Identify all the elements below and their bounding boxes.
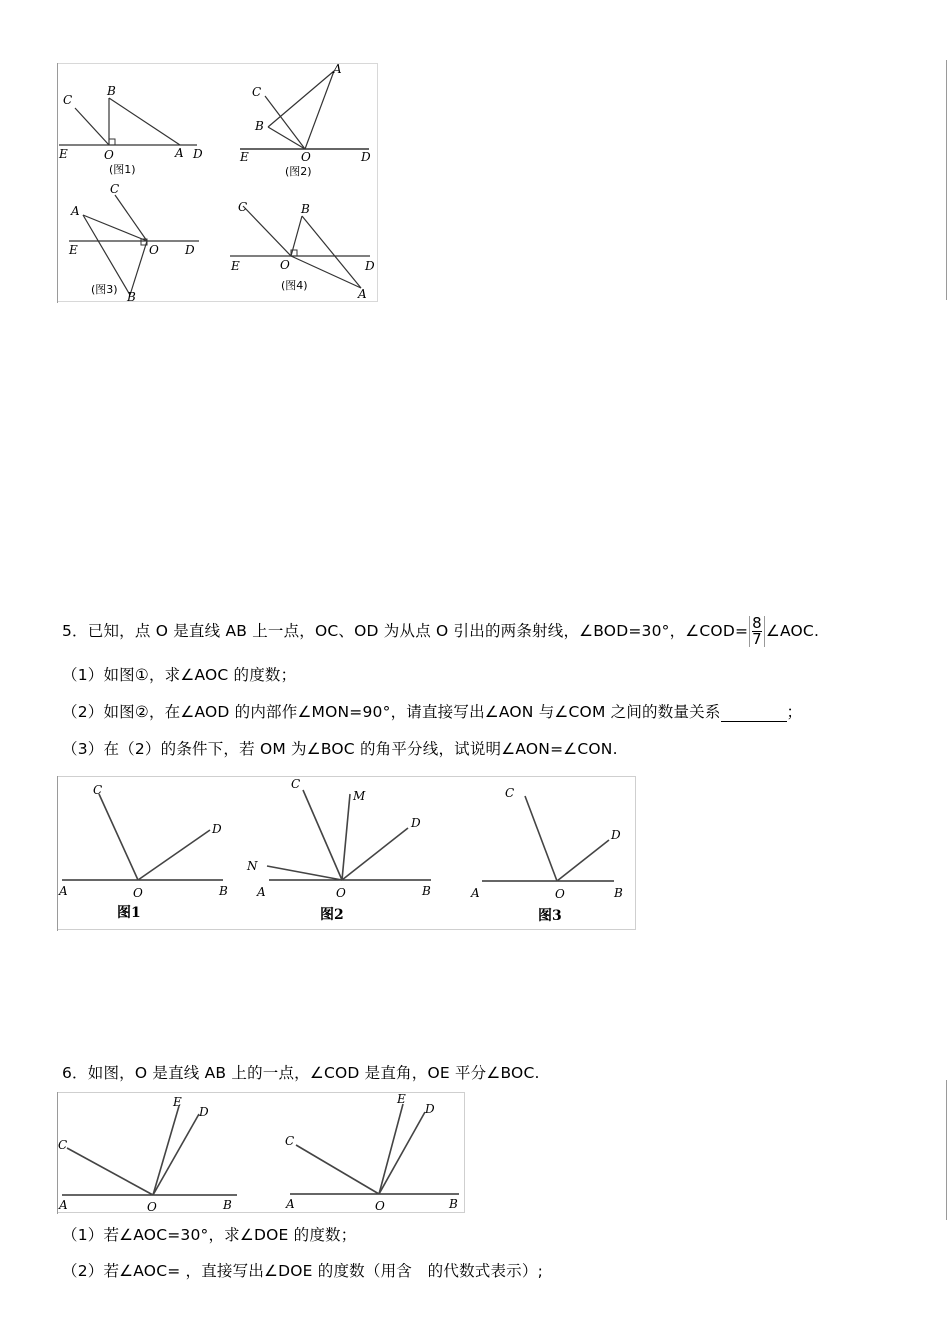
- label-D: D: [185, 243, 195, 257]
- q5-figure-1: [58, 783, 228, 921]
- label-B: B: [219, 884, 228, 898]
- label-C: C: [63, 93, 73, 107]
- q6-figure-1: [58, 1095, 237, 1214]
- figure-1: [58, 84, 203, 176]
- label-A: A: [71, 204, 80, 218]
- label-C: C: [505, 786, 515, 800]
- label-N: N: [247, 859, 258, 873]
- q6-part-2: （2）若∠AOC= ，直接写出∠DOE 的度数（用含 的代数式表示）;: [62, 1262, 544, 1280]
- label-C: C: [93, 783, 103, 797]
- q5-stem-a: 5．已知，点 O 是直线 AB 上一点，OC、OD 为从点 O 引出的两条射线，∠BOD=30°，∠COD=: [62, 622, 749, 640]
- figure-caption: (图3): [91, 283, 118, 296]
- label-A: A: [59, 884, 68, 898]
- label-O: O: [336, 886, 346, 900]
- label-O: O: [280, 258, 290, 272]
- label-B: B: [223, 1198, 232, 1212]
- label-E: E: [59, 147, 68, 161]
- label-E: E: [231, 259, 240, 273]
- label-E: E: [397, 1092, 406, 1106]
- figure-caption: 图1: [117, 905, 141, 921]
- label-B: B: [614, 886, 623, 900]
- q5-part-3: （3）在（2）的条件下，若 OM 为∠BOC 的角平分线，试说明∠AON=∠CON.: [62, 740, 618, 758]
- q5-stem-b: ∠AOC.: [765, 622, 820, 640]
- label-D: D: [425, 1102, 435, 1116]
- answer-blank[interactable]: [721, 705, 787, 722]
- page-edge-line: [946, 60, 947, 300]
- q5-figure-2: [246, 777, 431, 923]
- top-figures: [57, 63, 379, 303]
- label-A: A: [257, 885, 266, 899]
- q5-part-2-text: （2）如图②，在∠AOD 的内部作∠MON=90°，请直接写出∠AON 与∠COM 之间的数量关系: [62, 703, 721, 721]
- q5-part-2-end: ；: [786, 703, 803, 721]
- label-D: D: [411, 816, 421, 830]
- figure-caption: 图2: [320, 907, 344, 923]
- label-C: C: [58, 1138, 68, 1152]
- fraction-numerator: 8: [752, 614, 762, 632]
- label-B: B: [301, 202, 310, 216]
- label-O: O: [375, 1199, 385, 1213]
- label-O: O: [555, 887, 565, 901]
- label-E: E: [173, 1095, 182, 1109]
- q5-stem: [62, 616, 819, 647]
- label-D: D: [611, 828, 621, 842]
- label-A: A: [471, 886, 480, 900]
- label-B: B: [127, 290, 136, 303]
- fraction-denominator: 7: [752, 630, 762, 648]
- label-O: O: [104, 148, 114, 162]
- label-A: A: [175, 146, 184, 160]
- q5-figures: [57, 776, 637, 931]
- label-D: D: [193, 147, 203, 161]
- label-C: C: [252, 85, 262, 99]
- label-O: O: [149, 243, 159, 257]
- label-O: O: [147, 1200, 157, 1214]
- label-E: E: [69, 243, 78, 257]
- figure-3: [68, 182, 199, 303]
- label-C: C: [285, 1134, 295, 1148]
- label-D: D: [365, 259, 375, 273]
- figure-caption: (图1): [109, 163, 136, 176]
- figure-caption: (图2): [285, 165, 312, 178]
- label-O: O: [133, 886, 143, 900]
- label-B: B: [449, 1197, 458, 1211]
- label-A: A: [333, 63, 342, 76]
- figure-2: [239, 63, 371, 178]
- figure-4: [230, 200, 375, 301]
- q5-figure-3: [470, 786, 623, 924]
- figure-caption: 图3: [538, 908, 562, 924]
- figure-caption: (图4): [281, 279, 308, 292]
- fraction: [749, 616, 765, 647]
- q6-part-1: （1）若∠AOC=30°，求∠DOE 的度数；: [62, 1226, 357, 1244]
- q5-part-2: [62, 700, 802, 722]
- label-A: A: [286, 1197, 295, 1211]
- label-M: M: [353, 789, 366, 803]
- label-E: E: [240, 150, 249, 164]
- label-D: D: [361, 150, 371, 164]
- q6-figures: [57, 1092, 467, 1214]
- q6-figure-2: [285, 1092, 459, 1213]
- label-C: C: [291, 777, 301, 791]
- label-A: A: [358, 287, 367, 301]
- page-edge-line: [946, 1080, 947, 1220]
- label-B: B: [255, 119, 264, 133]
- q5-part-1: （1）如图①，求∠AOC 的度数；: [62, 666, 297, 684]
- label-B: B: [107, 84, 116, 98]
- q6-stem: 6．如图，O 是直线 AB 上的一点，∠COD 是直角，OE 平分∠BOC.: [62, 1064, 540, 1082]
- label-D: D: [199, 1105, 209, 1119]
- label-C: C: [238, 200, 248, 214]
- label-C: C: [110, 182, 120, 196]
- label-O: O: [301, 150, 311, 164]
- label-A: A: [59, 1198, 68, 1212]
- label-D: D: [212, 822, 222, 836]
- label-B: B: [422, 884, 431, 898]
